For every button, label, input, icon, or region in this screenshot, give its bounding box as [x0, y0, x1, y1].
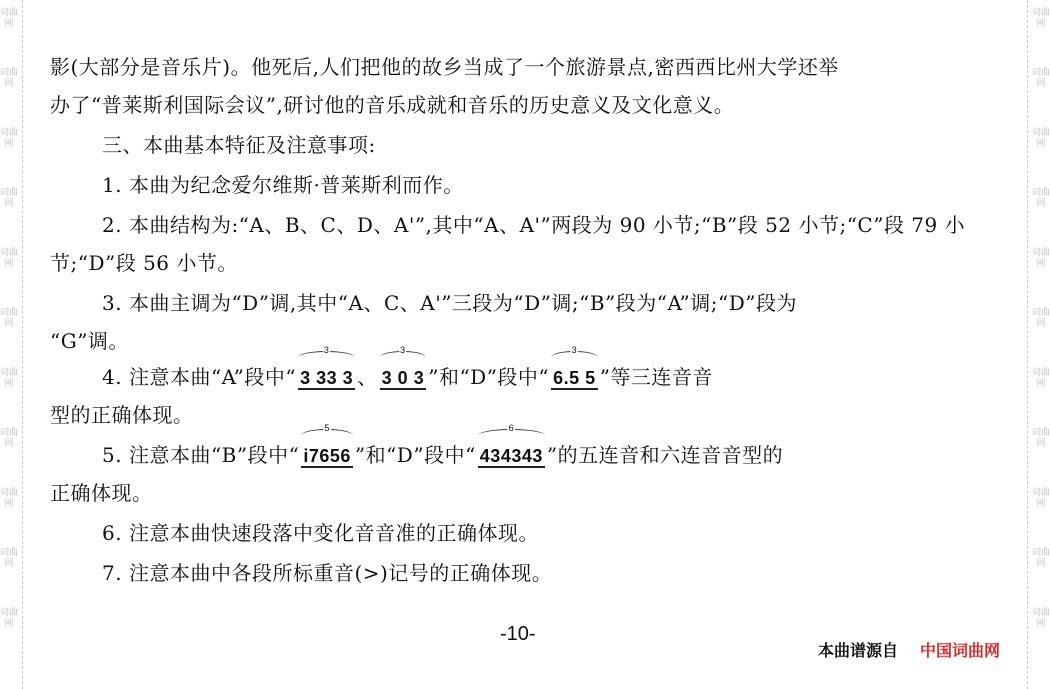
list-item-5	[102, 423, 784, 470]
left-margin-watermark	[0, 0, 18, 689]
section-heading: 三、本曲基本特征及注意事项:	[102, 133, 376, 157]
list-item: 7. 注意本曲中各段所标重音(>)记号的正确体现。	[102, 561, 553, 585]
notation-triplet-3	[551, 345, 598, 390]
watermark-label: 词曲网	[0, 68, 19, 89]
watermark-label: 词曲网	[1032, 188, 1050, 209]
watermark-label: 词曲网	[0, 368, 19, 389]
watermark-label: 词曲网	[0, 128, 19, 149]
source-label: 本曲谱源自	[818, 643, 899, 660]
watermark-label: 词曲网	[1032, 8, 1050, 29]
notation-text: 434343	[479, 446, 543, 466]
watermark-label: 词曲网	[1032, 248, 1050, 269]
watermark-label: 词曲网	[1032, 68, 1050, 89]
list-item-continuation: 正确体现。	[50, 481, 153, 505]
tuplet-number: 3	[571, 345, 578, 355]
right-margin-watermark	[1032, 0, 1050, 689]
watermark-label: 词曲网	[1032, 428, 1050, 449]
list-item: 2. 本曲结构为:“A、B、C、D、A'”,其中“A、A'”两段为 90 小节;“B”段 52 小节;“C”段 79 小	[102, 213, 966, 237]
right-margin-rule	[1027, 0, 1028, 689]
notation-triplet-1	[298, 345, 355, 390]
watermark-label: 词曲网	[0, 488, 19, 509]
notation-text: 3 33 3	[300, 368, 354, 388]
watermark-label: 词曲网	[0, 608, 19, 629]
notation-quintuplet	[301, 423, 353, 468]
notation-text: 6.5 5	[553, 368, 596, 388]
item-text: 4. 注意本曲“A”段中“	[102, 365, 297, 389]
paragraph-line: 办了“普莱斯利国际会议”,研讨他的音乐成就和音乐的历史意义及文化意义。	[50, 93, 735, 117]
paragraph-line: 影(大部分是音乐片)。他死后,人们把他的故乡当成了一个旅游景点,密西西比州大学还举	[50, 55, 839, 79]
list-item-continuation: “G”调。	[50, 329, 129, 353]
watermark-label: 词曲网	[1032, 608, 1050, 629]
watermark-label: 词曲网	[1032, 308, 1050, 329]
watermark-label: 词曲网	[0, 548, 19, 569]
notation-text: 3 0 3	[381, 368, 425, 388]
left-margin-rule	[22, 0, 23, 689]
tuplet-number: 3	[323, 345, 330, 355]
list-item: 6. 注意本曲快速段落中变化音音准的正确体现。	[102, 521, 539, 545]
watermark-label: 词曲网	[0, 188, 19, 209]
notation-sextuplet	[478, 423, 545, 468]
tuplet-number: 3	[400, 345, 406, 355]
notation-text: i7656	[303, 446, 351, 466]
source-brand-link[interactable]: 中国词曲网	[920, 643, 1001, 660]
list-item-continuation: 节;“D”段 56 小节。	[50, 251, 238, 275]
watermark-label: 词曲网	[1032, 128, 1050, 149]
source-credit	[818, 638, 1000, 661]
item-text: 、	[357, 365, 378, 389]
list-item-4	[102, 345, 713, 392]
watermark-label: 词曲网	[0, 308, 19, 329]
list-item: 3. 本曲主调为“D”调,其中“A、C、A'”三段为“D”调;“B”段为“A”调;“D”段为	[102, 291, 797, 315]
item-text: ”等三连音音	[599, 365, 713, 389]
item-text: 5. 注意本曲“B”段中“	[102, 443, 300, 467]
page-number: -10-	[500, 623, 536, 645]
watermark-label: 词曲网	[1032, 488, 1050, 509]
watermark-label: 词曲网	[0, 428, 19, 449]
tuplet-number: 6	[508, 423, 515, 433]
list-item: 1. 本曲为纪念爱尔维斯·普莱斯利而作。	[102, 173, 464, 197]
watermark-label: 词曲网	[0, 8, 19, 29]
watermark-label: 词曲网	[1032, 548, 1050, 569]
item-text: ”和“D”段中“	[354, 443, 476, 467]
watermark-label: 词曲网	[0, 248, 19, 269]
watermark-label: 词曲网	[1032, 368, 1050, 389]
item-text: ”和“D”段中“	[428, 365, 550, 389]
item-text: ”的五连音和六连音音型的	[546, 443, 784, 467]
notation-triplet-2	[380, 345, 427, 390]
tuplet-number: 5	[324, 423, 330, 433]
list-item-continuation: 型的正确体现。	[50, 403, 194, 427]
